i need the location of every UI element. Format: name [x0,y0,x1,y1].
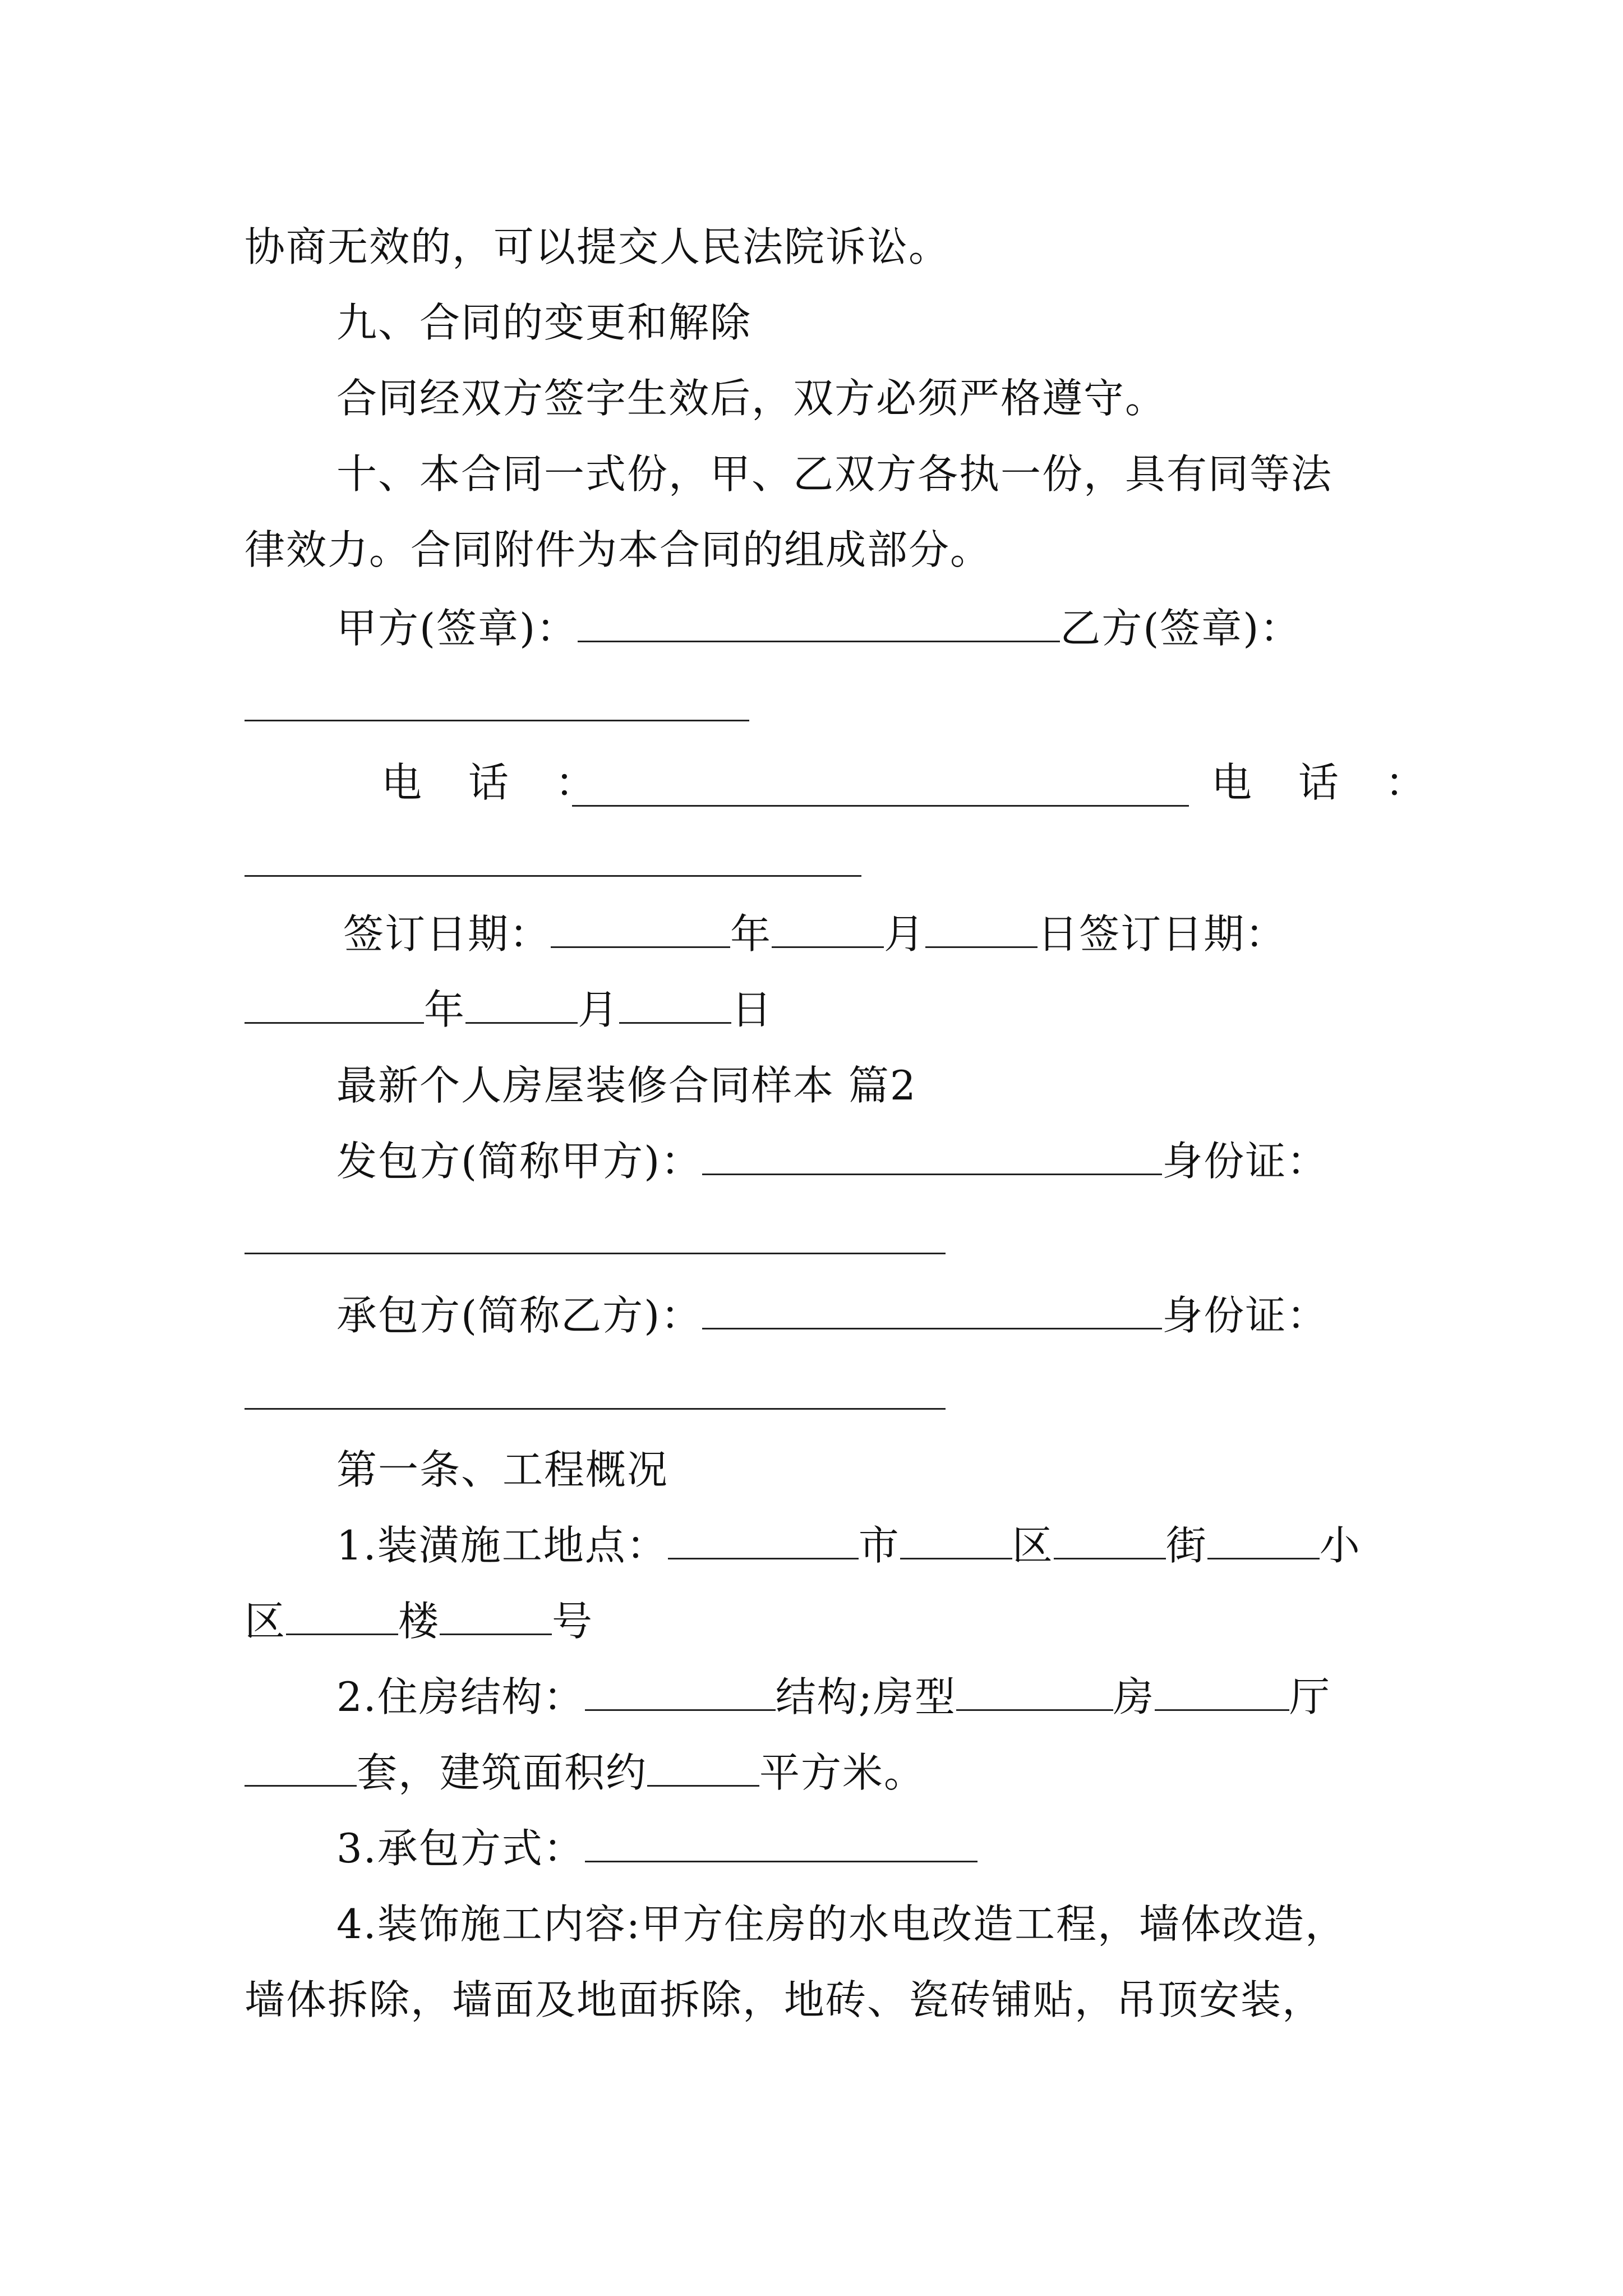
day-label: 日 [1038,910,1080,958]
month-label-b: 月 [578,986,620,1033]
hall-label: 厅 [1289,1673,1331,1720]
phone-b-label: 电 话 ： [1211,759,1442,806]
set-area-label: 套，建筑面积约 [357,1749,648,1796]
day-blank[interactable] [925,907,1038,948]
community-blank[interactable] [286,1594,398,1635]
community-label-end: 区 [245,1598,287,1645]
paragraph-line: 律效力。合同附件为本合同的组成部分。 [245,526,992,573]
sign-date-row [343,906,1287,962]
phone-row [381,754,612,811]
sign-date-row-b [245,982,773,1038]
area-blank[interactable] [647,1746,759,1787]
contract-method-blank[interactable] [585,1821,978,1862]
contractor-a-row [336,1133,1328,1189]
id-b-blank[interactable] [245,1408,946,1410]
contractor-a-label: 发包方(简称甲方)： [336,1138,703,1185]
city-label: 市 [858,1522,900,1569]
city-blank[interactable] [900,1519,1012,1559]
phone-row-b [1211,754,1442,811]
party-b-sign-label: 乙方(签章)： [1060,605,1302,652]
paragraph-line: 4.装饰施工内容:甲方住房的水电改造工程，墙体改造， [336,1901,1347,1948]
party-b-sign-blank[interactable] [245,720,749,721]
item-1-label: 1.装潢施工地点： [336,1522,668,1569]
hall-blank[interactable] [1155,1670,1289,1711]
contractor-b-label: 承包方(简称乙方)： [336,1292,703,1339]
structure-blank[interactable] [585,1670,776,1711]
paragraph-line: 十、本合同一式份，甲、乙双方各执一份，具有同等法 [336,450,1333,498]
section-heading: 最新个人房屋装修合同样本 篇2 [336,1062,917,1109]
month-blank[interactable] [772,907,884,948]
structure-label: 结构;房型 [775,1673,956,1720]
phone-a-label: 电 话 ： [381,759,612,806]
paragraph-line: 墙体拆除，墙面及地面拆除，地砖、瓷砖铺贴，吊顶安装， [245,1976,1324,2023]
id-a-blank[interactable] [245,1253,946,1254]
community-label-start: 小 [1319,1522,1361,1569]
item-2-cont [245,1745,925,1801]
month-blank-b[interactable] [465,983,578,1024]
paragraph-line: 合同经双方签字生效后，双方必须严格遵守。 [336,375,1167,422]
sign-date-b-label: 签订日期： [1079,910,1287,958]
item-1-row [336,1517,1361,1573]
day-blank-b[interactable] [619,983,731,1024]
sqm-label: 平方米。 [759,1749,926,1796]
building-blank[interactable] [440,1594,552,1635]
day-label-b: 日 [731,986,773,1033]
street-label: 街 [1165,1522,1207,1569]
year-blank-b[interactable] [245,983,424,1024]
item-3-row [336,1820,978,1876]
section-heading: 九、合同的变更和解除 [336,299,752,346]
article-heading: 第一条、工程概况 [336,1446,669,1493]
paragraph-line: 协商无效的，可以提交人民法院诉讼。 [245,223,951,270]
item-2-row [336,1669,1331,1725]
phone-b-blank[interactable] [245,875,861,877]
location-blank[interactable] [668,1519,859,1559]
district-blank[interactable] [1054,1519,1166,1559]
phone-a-blank[interactable] [572,805,1189,807]
id-b-label: 身份证： [1162,1292,1329,1339]
party-a-sign-blank[interactable] [578,601,1060,642]
party-a-sign-label: 甲方(签章)： [336,605,578,652]
number-label: 号 [552,1598,594,1645]
year-label-b: 年 [424,986,466,1033]
room-label: 房 [1113,1673,1155,1720]
street-blank[interactable] [1207,1519,1320,1559]
contractor-b-row [336,1287,1328,1343]
item-3-label: 3.承包方式： [336,1825,585,1872]
building-label: 楼 [398,1598,440,1645]
year-label: 年 [730,910,772,958]
district-label: 区 [1012,1522,1054,1569]
set-blank[interactable] [245,1746,357,1787]
signature-row [336,600,1301,656]
contractor-b-blank[interactable] [702,1289,1162,1329]
item-2-label: 2.住房结构： [336,1673,585,1720]
contractor-a-blank[interactable] [702,1134,1162,1175]
sign-date-a-label: 签订日期： [343,910,551,958]
room-blank[interactable] [956,1670,1113,1711]
id-a-label: 身份证： [1162,1138,1329,1185]
year-blank[interactable] [551,907,730,948]
item-1-cont [245,1593,593,1649]
month-label: 月 [884,910,926,958]
